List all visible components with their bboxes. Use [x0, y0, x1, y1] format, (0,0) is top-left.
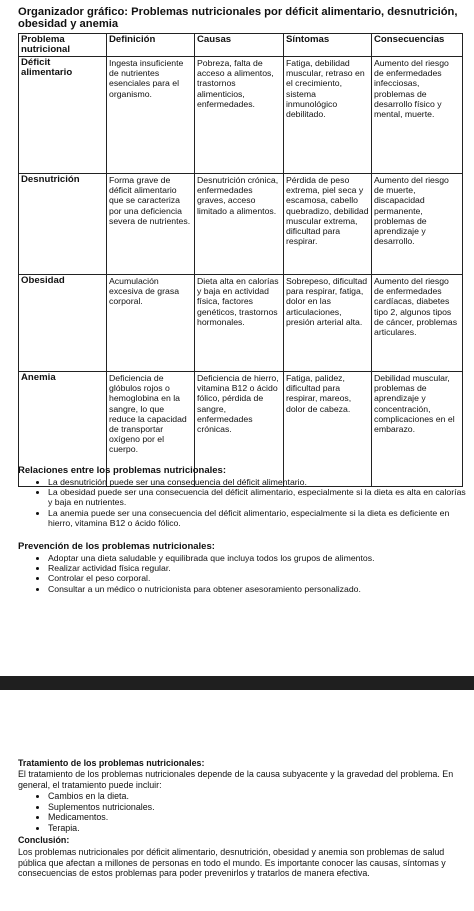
cell-consecuencias: Aumento del riesgo de enfermedades cardíacas, diabetes tipo 2, algunos tipos de cáncer, problemas articulares.: [372, 275, 463, 372]
list-item: • Suplementos nutricionales.: [48, 802, 468, 813]
cell-causas: Pobreza, falta de acceso a alimentos, trastornos alimenticios, enfermedades.: [195, 57, 284, 174]
cell-definicion: Acumulación excesiva de grasa corporal.: [107, 275, 195, 372]
tratamiento-heading: Tratamiento de los problemas nutricionales:: [18, 758, 205, 768]
list-item: • Adoptar una dieta saludable y equilibrada que incluya todos los grupos de alimentos.: [48, 553, 468, 563]
list-item: • Terapia.: [48, 823, 468, 834]
header-causas: Causas: [195, 34, 284, 57]
conclusion-text: Los problemas nutricionales por déficit alimentario, desnutrición, obesidad y anemia son problemas de salud pública que afectan a millones de personas en todo el mundo. Es importante conocer las causas, síntomas y consecuencias de estos problemas para poder prevenirlos y tratarlos de manera efectiva.: [18, 847, 446, 879]
table-header-row: [19, 34, 463, 57]
table-row: [19, 57, 463, 174]
tratamiento-intro: El tratamiento de los problemas nutricionales depende de la causa subyacente y la gravedad del problema. En general, el tratamiento puede incluir:: [18, 769, 454, 790]
page-separator-band: [0, 676, 474, 690]
table-row: [19, 174, 463, 275]
cell-sintomas: Fatiga, debilidad muscular, retraso en el crecimiento, sistema inmunológico debilitado.: [284, 57, 372, 174]
cell-sintomas: Pérdida de peso extrema, piel seca y escamosa, cabello quebradizo, debilidad muscular extrema, dificultad para respirar.: [284, 174, 372, 275]
header-definicion: Definición: [107, 34, 195, 57]
cell-definicion: Ingesta insuficiente de nutrientes esenciales para el organismo.: [107, 57, 195, 174]
cell-sintomas: Sobrepeso, dificultad para respirar, fatiga, dolor en las articulaciones, presión arterial alta.: [284, 275, 372, 372]
prevencion-heading: Prevención de los problemas nutricionales:: [18, 541, 215, 552]
nutrition-table: [18, 33, 463, 487]
conclusion-heading: Conclusión:: [18, 835, 70, 845]
header-problema: Problema nutricional: [19, 34, 107, 57]
header-consecuencias: Consecuencias: [372, 34, 463, 57]
relaciones-list: [36, 477, 468, 528]
cell-definicion: Deficiencia de glóbulos rojos o hemoglobina en la sangre, lo que reduce la capacidad de transportar oxígeno por el cuerpo.: [107, 372, 195, 487]
cell-consecuencias: Debilidad muscular, problemas de aprendizaje y concentración, complicaciones en el embarazo.: [372, 372, 463, 487]
list-item: • La desnutrición puede ser una consecuencia del déficit alimentario.: [48, 477, 468, 487]
document-page-2: [0, 690, 474, 911]
list-item: • Consultar a un médico o nutricionista para obtener asesoramiento personalizado.: [48, 584, 468, 594]
list-item: • Medicamentos.: [48, 812, 468, 823]
cell-problema: Obesidad: [19, 275, 107, 372]
cell-consecuencias: Aumento del riesgo de enfermedades infecciosas, problemas de desarrollo físico y mental, muerte.: [372, 57, 463, 174]
cell-causas: Deficiencia de hierro, vitamina B12 o ácido fólico, pérdida de sangre, enfermedades crónicas.: [195, 372, 284, 487]
document-title: Organizador gráfico: Problemas nutricionales por déficit alimentario, desnutrición, obesidad y anemia: [18, 6, 458, 30]
cell-causas: Desnutrición crónica, enfermedades graves, acceso limitado a alimentos.: [195, 174, 284, 275]
tratamiento-list: [36, 791, 468, 833]
header-sintomas: Síntomas: [284, 34, 372, 57]
list-item: • La anemia puede ser una consecuencia del déficit alimentario, especialmente si la dieta es deficiente en hierro, vitamina B12 o ácido fólico.: [48, 508, 468, 528]
cell-consecuencias: Aumento del riesgo de muerte, discapacidad permanente, problemas de aprendizaje y desarrollo.: [372, 174, 463, 275]
list-item: • Cambios en la dieta.: [48, 791, 468, 802]
cell-problema: Desnutrición: [19, 174, 107, 275]
list-item: • Realizar actividad física regular.: [48, 563, 468, 573]
list-item: • La obesidad puede ser una consecuencia del déficit alimentario, especialmente si la dieta es alta en calorías y baja en nutrientes.: [48, 487, 468, 507]
cell-problema: Anemia: [19, 372, 107, 487]
relaciones-heading: Relaciones entre los problemas nutricionales:: [18, 465, 227, 476]
cell-causas: Dieta alta en calorías y baja en actividad física, factores genéticos, trastornos hormonales.: [195, 275, 284, 372]
cell-problema: Déficit alimentario: [19, 57, 107, 174]
cell-sintomas: Fatiga, palidez, dificultad para respirar, mareos, dolor de cabeza.: [284, 372, 372, 487]
table-row: [19, 275, 463, 372]
prevencion-list: [36, 553, 468, 594]
list-item: • Controlar el peso corporal.: [48, 573, 468, 583]
cell-definicion: Forma grave de déficit alimentario que se caracteriza por una deficiencia severa de nutrientes.: [107, 174, 195, 275]
